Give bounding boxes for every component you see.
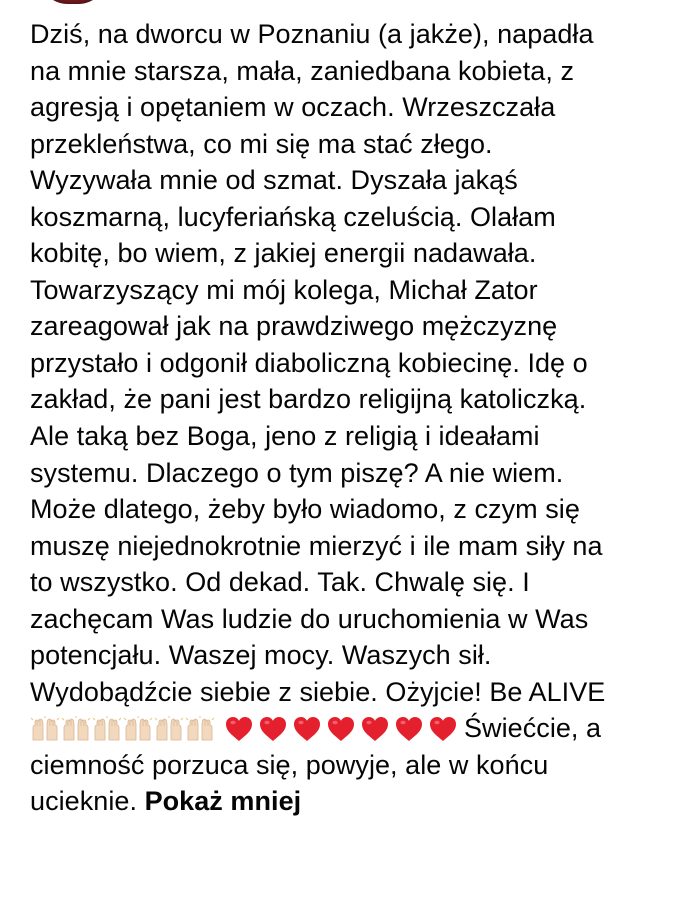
post-line: na mnie starsza, mała, zaniedbana kobieta, z — [30, 55, 575, 86]
post-line: muszę niejednokrotnie mierzyć i ile mam siły na — [30, 530, 603, 561]
post-line: Wyzywała mnie od szmat. Dyszała jakąś — [30, 165, 518, 196]
post-line: agresją i opętaniem w oczach. Wrzeszczała — [30, 92, 556, 123]
post-line: zachęcam Was ludzie do uruchomienia w Was — [30, 603, 589, 634]
show-less-link[interactable]: Pokaż mniej — [144, 786, 302, 817]
post-line: Wydobądźcie siebie z siebie. Ożyjcie! Be ALIVE — [30, 676, 606, 707]
avatar[interactable] — [38, 0, 108, 4]
red-heart-emoji — [428, 714, 458, 744]
post-line: przystało i odgonił diaboliczną kobiecinę. Idę o — [30, 347, 588, 378]
post-line: kobitę, bo wiem, z jakiej energii nadawała. — [30, 238, 537, 269]
red-heart-emoji — [394, 714, 424, 744]
last-line-text: ucieknie. — [30, 786, 145, 817]
raised-hands-emoji — [154, 714, 184, 744]
emoji-line — [30, 710, 682, 747]
raised-hands-emoji — [123, 714, 153, 744]
post-line: potencjału. Waszej mocy. Waszych sił. — [30, 640, 492, 671]
red-heart-emoji — [224, 714, 254, 744]
red-heart-emoji — [292, 714, 322, 744]
post-text — [30, 16, 682, 820]
post-line: ciemność porzuca się, powyje, ale w końcu — [30, 749, 549, 780]
post-line: systemu. Dlaczego o tym piszę? A nie wiem. — [30, 457, 564, 488]
raised-hands-emoji — [30, 714, 60, 744]
red-heart-emoji — [326, 714, 356, 744]
post-line: Dziś, na dworcu w Poznaniu (a jakże), napadła — [30, 19, 594, 49]
raised-hands-emoji — [61, 714, 91, 744]
post-line: Ale taką bez Boga, jeno z religią i ideałami — [30, 421, 540, 452]
post-line: przekleństwa, co mi się ma stać złego. — [30, 128, 493, 159]
red-heart-emoji — [360, 714, 390, 744]
post-last-line — [30, 783, 682, 820]
raised-hands-emoji — [185, 714, 215, 744]
post-line: zakład, że pani jest bardzo religijną katoliczką. — [30, 384, 587, 415]
post-line: zareagował jak na prawdziwego mężczyznę — [30, 311, 558, 342]
post-line: Może dlatego, żeby było wiadomo, z czym się — [30, 494, 580, 525]
emoji-line-text: Świećcie, a — [464, 713, 602, 744]
emoji-group — [30, 714, 462, 744]
post-line: to wszystko. Od dekad. Tak. Chwalę się. I — [30, 567, 530, 598]
red-heart-emoji — [258, 714, 288, 744]
raised-hands-emoji — [92, 714, 122, 744]
post-line: Towarzyszący mi mój kolega, Michał Zator — [30, 274, 538, 305]
post-line: koszmarną, lucyferiańską czeluścią. Olałam — [30, 201, 556, 232]
